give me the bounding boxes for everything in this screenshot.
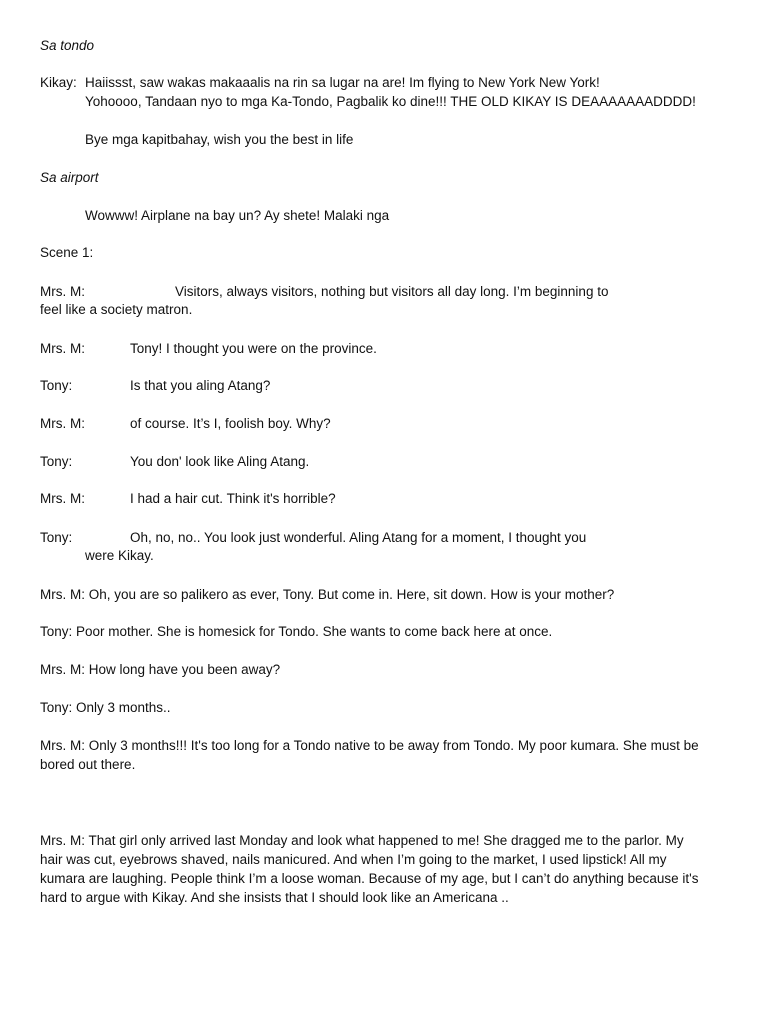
airport-line: Wowww! Airplane na bay un? Ay shete! Malaki nga (85, 208, 390, 223)
paragraph: Mrs. M: Oh, you are so palikero as ever, Tony. But come in. Here, sit down. How is your mother? (40, 587, 615, 602)
scene-heading: Scene 1: (40, 245, 94, 260)
paragraph-continued: hard to argue with Kikay. And she insists that I should look like an Americana .. (40, 890, 509, 905)
dialogue-speaker: Mrs. M: (40, 491, 85, 506)
paragraph: Tony: Only 3 months.. (40, 700, 171, 715)
kikay-line-1: Haiissst, saw wakas makaaalis na rin sa lugar na are! Im flying to New York New York! (85, 75, 600, 90)
dialogue-speaker: Mrs. M: (40, 416, 85, 431)
dialogue-text-continued: were Kikay. (85, 548, 154, 563)
dialogue-text: Visitors, always visitors, nothing but visitors all day long. I’m beginning to (175, 284, 609, 299)
paragraph: Tony: Poor mother. She is homesick for Tondo. She wants to come back here at once. (40, 624, 553, 639)
dialogue-speaker: Tony: (40, 454, 73, 469)
stage-direction-sa-airport: Sa airport (40, 170, 99, 185)
paragraph-continued: hair was cut, eyebrows shaved, nails manicured. And when I’m going to the market, I used lipstick! All my (40, 852, 667, 867)
stage-direction-sa-tondo: Sa tondo (40, 38, 95, 53)
dialogue-text: Oh, no, no.. You look just wonderful. Aling Atang for a moment, I thought you (130, 530, 587, 545)
dialogue-text: of course. It’s I, foolish boy. Why? (130, 416, 331, 431)
dialogue-text: Is that you aling Atang? (130, 378, 271, 393)
dialogue-speaker: Mrs. M: (40, 341, 85, 356)
dialogue-speaker: Tony: (40, 378, 73, 393)
kikay-line-2: Yohoooo, Tandaan nyo to mga Ka-Tondo, Pagbalik ko dine!!! THE OLD KIKAY IS DEAAAAAAADDDD! (85, 94, 696, 109)
paragraph: Mrs. M: Only 3 months!!! It's too long for a Tondo native to be away from Tondo. My poor kumara. She must be (40, 738, 699, 753)
dialogue-speaker: Mrs. M: (40, 284, 85, 299)
dialogue-text-continued: feel like a society matron. (40, 302, 193, 317)
paragraph: Mrs. M: How long have you been away? (40, 662, 281, 677)
paragraph-continued: kumara are laughing. People think I’m a loose woman. Because of my age, but I can’t do anything because it's (40, 871, 699, 886)
dialogue-text: I had a hair cut. Think it's horrible? (130, 491, 336, 506)
kikay-line-3: Bye mga kapitbahay, wish you the best in life (85, 132, 354, 147)
paragraph-continued: bored out there. (40, 757, 136, 772)
dialogue-text: You don' look like Aling Atang. (130, 454, 310, 469)
paragraph: Mrs. M: That girl only arrived last Monday and look what happened to me! She dragged me to the parlor. My (40, 833, 684, 848)
dialogue-text: Tony! I thought you were on the province. (130, 341, 377, 356)
speaker-kikay: Kikay: (40, 75, 77, 90)
dialogue-speaker: Tony: (40, 530, 73, 545)
